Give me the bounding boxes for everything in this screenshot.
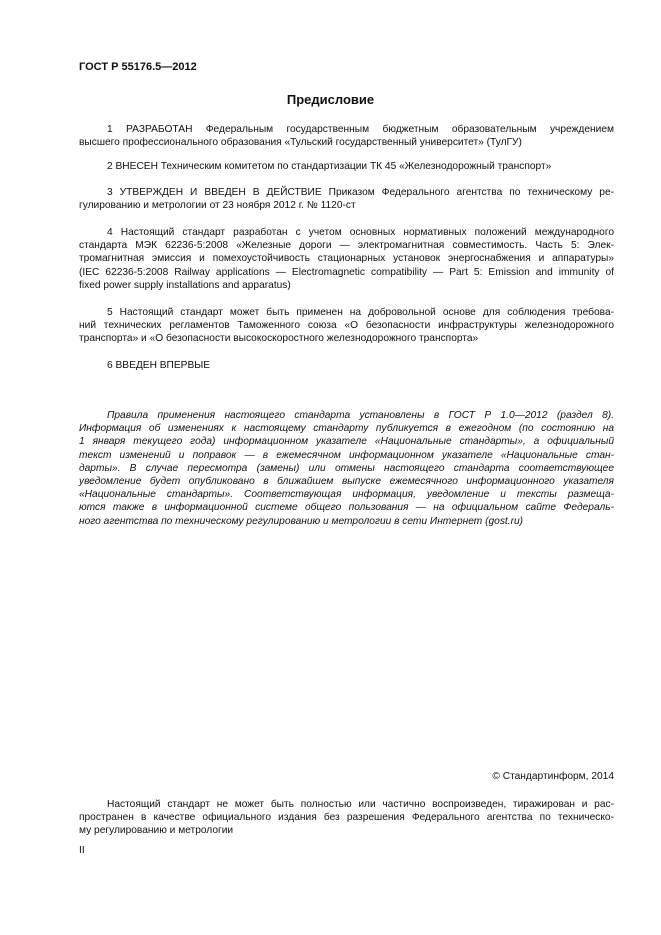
text-line: «Национальные стандарты». Соответствующая информация, уведомление и тексты размеща- (79, 489, 614, 501)
text-line: ного агентства по техническому регулированию и метрологии в сети Интернет (gost.ru) (79, 515, 524, 527)
text-line: 6 ВВЕДЕН ВПЕРВЫЕ (107, 360, 211, 371)
text-line: высшего профессионального образования «Тульский государственный университет» (ТулГУ) (79, 137, 522, 149)
text-line: текст изменений и поправок — в ежемесячном информационном указателе «Национальные стан- (79, 449, 614, 461)
text-line: 5 Настоящий стандарт может быть применен на добровольной основе для соблюдения требова- (107, 307, 614, 318)
document-code: ГОСТ Р 55176.5—2012 (79, 61, 197, 73)
text-line: (IEC 62236-5:2008 Railway applications — Electromagnetic compatibility — Part 5: Emission and immunity of (79, 266, 614, 278)
text-line: уведомление будет опубликовано в ближайшем выпуске ежемесячного информационного указателя (79, 476, 614, 488)
copyright: © Стандартинформ, 2014 (492, 771, 614, 782)
text-line: 1 РАЗРАБОТАН Федеральным государственным бюджетным образовательным учреждением (107, 124, 614, 135)
text-line: му регулированию и метрологии (79, 825, 234, 837)
text-line: 4 Настоящий стандарт разработан с учетом основных нормативных положений международного (107, 227, 614, 238)
text-line: Информация об изменениях к настоящему стандарту публикуется в ежегодном (по состоянию на (79, 423, 614, 435)
text-line: пространен в качестве официального издания без разрешения Федерального агентства по техническо- (79, 812, 614, 824)
text-line: ются также в информационной системе общего пользования — на официальном сайте Федераль- (79, 502, 614, 514)
page-number: II (79, 845, 85, 856)
text-line: 2 ВНЕСЕН Техническим комитетом по стандартизации ТК 45 «Железнодорожный транспорт» (107, 161, 552, 172)
text-line: Правила применения настоящего стандарта установлены в ГОСТ Р 1.0—2012 (раздел 8). (107, 410, 614, 421)
application-rules-note (79, 409, 614, 528)
foreword-item-1 (79, 123, 614, 149)
reproduction-notice (79, 798, 614, 838)
text-line: тромагнитная эмиссия и помехоустойчивость стационарных установок энергоснабжения и аппаратуры» (79, 253, 614, 265)
text-line: Настоящий стандарт не может быть полностью или частично воспроизведен, тиражирован и рас- (107, 799, 614, 810)
foreword-item-3 (79, 186, 614, 212)
foreword-item-5 (79, 306, 614, 346)
text-line: гулированию и метрологии от 23 ноября 2012 г. № 1120-ст (79, 200, 356, 212)
page-title: Предисловие (286, 92, 375, 107)
text-line: fixed power supply installations and apparatus) (79, 279, 291, 291)
foreword-item-4 (79, 226, 614, 292)
text-line: ний технических регламентов Таможенного союза «О безопасности инфраструктуры железнодорожного (79, 320, 614, 332)
foreword-item-6 (79, 359, 614, 372)
text-line: дарты». В случае пересмотра (замены) или отмены настоящего стандарта соответствующее (79, 462, 614, 474)
text-line: 1 января текущего года) информационном указателе «Национальные стандарты», а официальный (79, 436, 614, 448)
foreword-item-2 (79, 160, 614, 173)
text-line: стандарта МЭК 62236-5:2008 «Железные дороги — электромагнитная совместимость. Часть 5: Элек- (79, 240, 614, 252)
text-line: 3 УТВЕРЖДЕН И ВВЕДЕН В ДЕЙСТВИЕ Приказом Федерального агентства по техническому ре- (107, 187, 614, 198)
text-line: транспорта» и «О безопасности высокоскоростного железнодорожного транспорта» (79, 333, 479, 345)
